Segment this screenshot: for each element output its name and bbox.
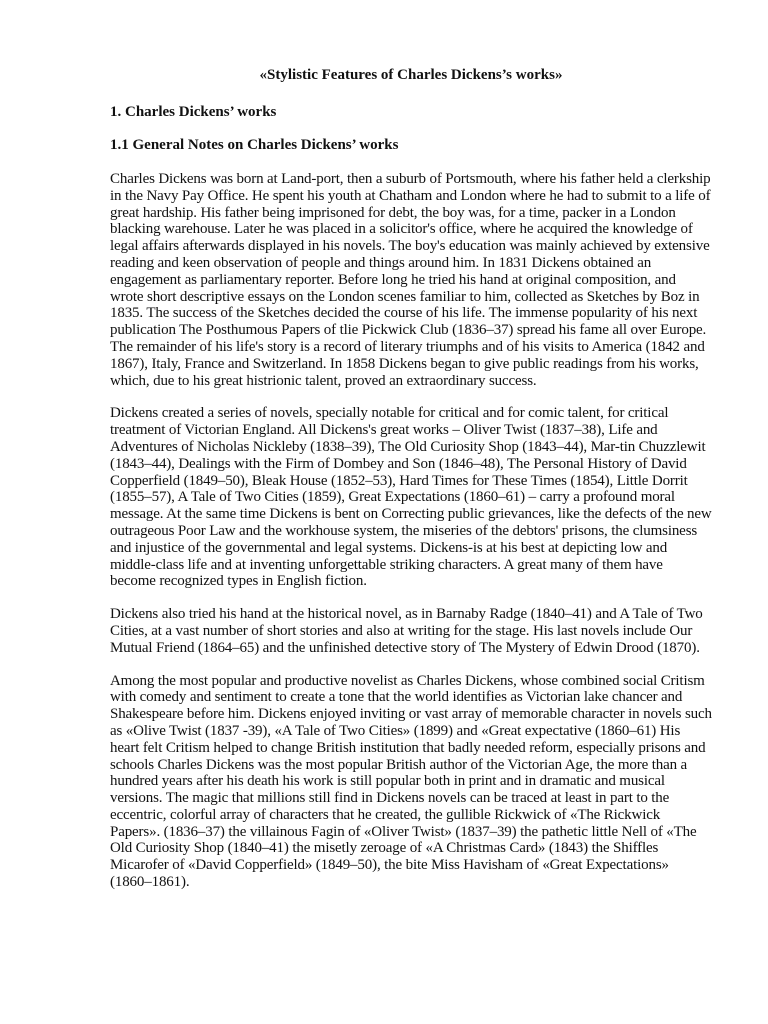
- paragraph-novels: Dickens created a series of novels, specially notable for critical and for comic talent, for critical treatment of Victorian England. All Dickens's great works – Oliver Twist (1837–38), Life and Adventures of Nicholas Nickleby (1838–39), The Old Curiosity Shop (1843–44), Mar-tin Chuzzlewit (1843–44), Dealings with the Firm of Dombey and Son (1846–48), The Personal History of David Copperfield (1849–50), Bleak House (1852–53), Hard Times for These Times (1854), Little Dorrit (1855–57), A Tale of Two Cities (1859), Great Expectations (1860–61) – carry a profound moral message. At the same time Dickens is bent on Correcting public grievances, like the defects of the new outrageous Poor Law and the workhouse system, the miseries of the debtors' prisons, the clumsiness and injustice of the governmental and legal systems. Dickens-is at his best at depicting low and middle-class life and at inventing unforgettable striking characters. A great many of them have become recognized types in English fiction.: [110, 405, 712, 590]
- document-title: «Stylistic Features of Charles Dickens’s works»: [259, 67, 563, 83]
- paragraph-popularity: Among the most popular and productive novelist as Charles Dickens, whose combined social Critism with comedy and sentiment to create a tone that the world identifies as Victorian lake chancer and Shakespeare before him. Dickens enjoyed inviting or vast array of memorable character in novels such as «Olive Twist (1837 -39), «A Tale of Two Cities» (1899) and «Great expectative (1860–61) His heart felt Critism helped to change British institution that badly needed reform, especially prisons and schools Charles Dickens was the most popular British author of the Victorian Age, the more than a hundred years after his death his work is still popular both in print and in dramatic and musical versions. The magic that millions still find in Dickens novels can be traced at least in part to the eccentric, colorful array of characters that he created, the gullible Rickwick of «The Rickwick Papers». (1836–37) the villainous Fagin of «Oliver Twist» (1837–39) the pathetic little Nell of «The Old Curiosity Shop (1840–41) the misetly zeroage of «A Christmas Card» (1843) the Shiffles Micarofer of «David Copperfield» (1849–50), the bite Miss Havisham of «Great Expectations» (1860–1861).: [110, 672, 712, 891]
- section-heading: 1. Charles Dickens’ works: [110, 104, 277, 120]
- subsection-heading: 1.1 General Notes on Charles Dickens’ works: [110, 137, 399, 153]
- paragraph-historical-novel: Dickens also tried his hand at the historical novel, as in Barnaby Radge (1840–41) and A Tale of Two Cities, at a vast number of short stories and also at writing for the stage. His last novels include Our Mutual Friend (1864–65) and the unfinished detective story of The Mystery of Edwin Drood (1870).: [110, 606, 703, 656]
- paragraph-biography: Charles Dickens was born at Land-port, then a suburb of Portsmouth, where his father held a clerkship in the Navy Pay Office. He spent his youth at Chatham and London where he had to submit to a life of great hardship. His father being imprisoned for debt, the boy was, for a time, packer in a London blacking warehouse. Later he was placed in a solicitor's office, where he acquired the knowledge of legal affairs afterwards displayed in his novels. The boy's education was mainly achieved by extensive reading and keen observation of people and things around him. In 1831 Dickens obtained an engagement as parliamentary reporter. Before long he tried his hand at original composition, and wrote short descriptive essays on the London scenes familiar to him, collected as Sketches by Boz in 1835. The success of the Sketches decided the course of his life. The immense popularity of his next publication The Posthumous Papers of tlie Pickwick Club (1836–37) spread his fame all over Europe. The remainder of his life's story is a record of literary triumphs and of his visits to America (1842 and 1867), Italy, France and Switzerland. In 1858 Dickens began to give public readings from his works, which, due to his great histrionic talent, proved an extraordinary success.: [110, 171, 711, 389]
